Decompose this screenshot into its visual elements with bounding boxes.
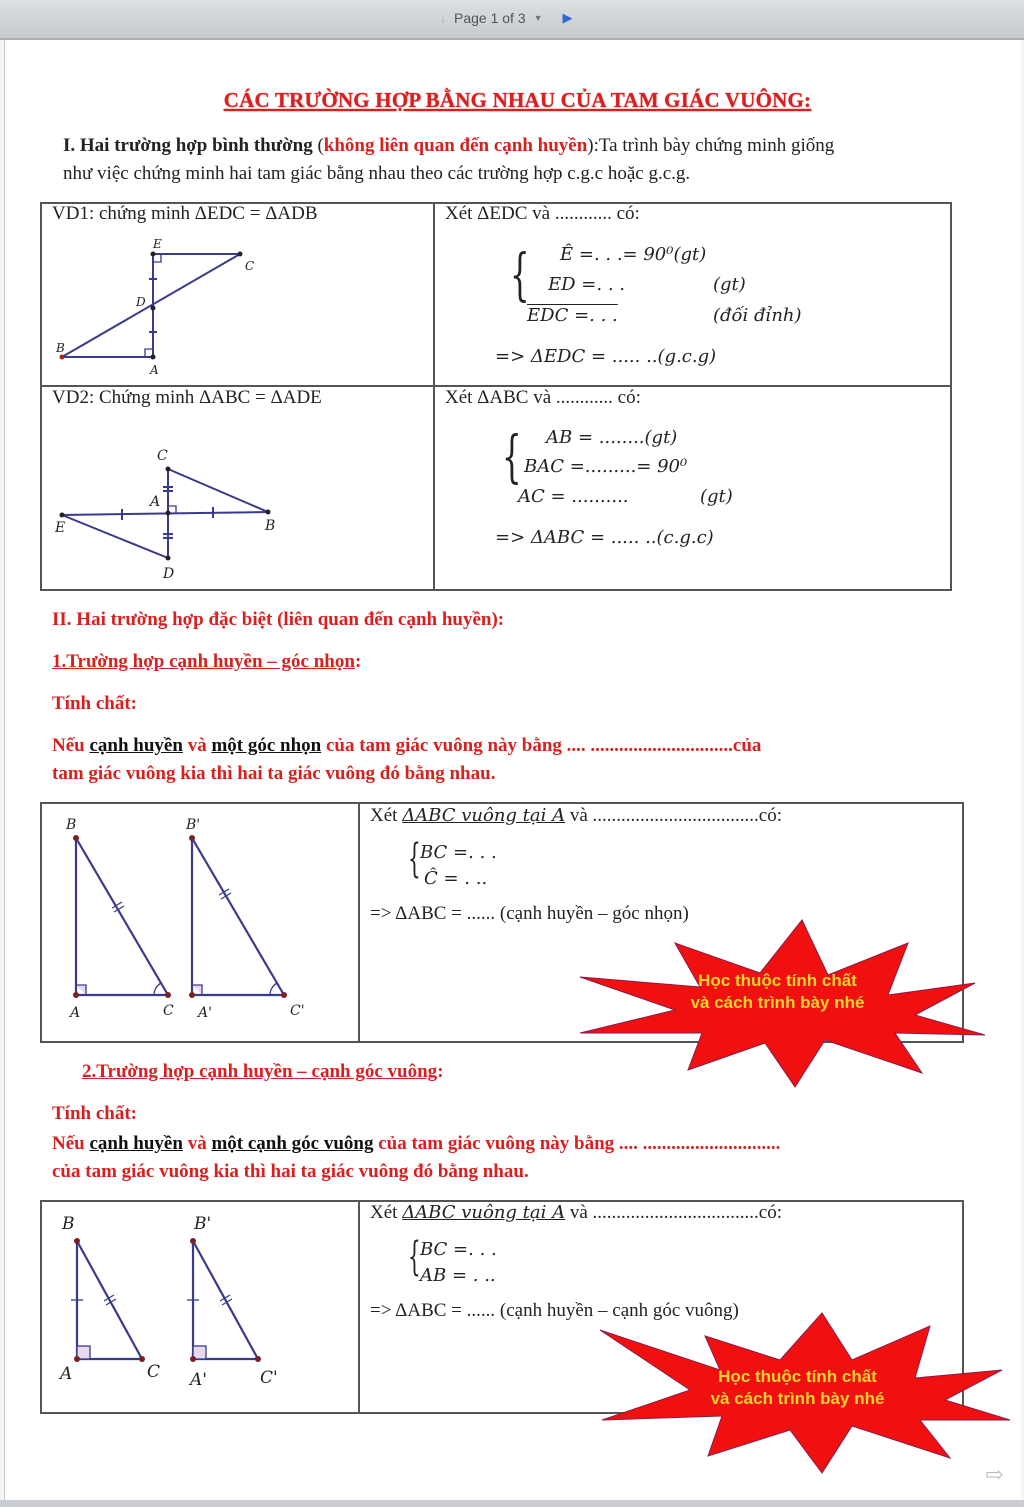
colon: : <box>354 651 362 672</box>
point-C <box>238 252 243 257</box>
vd1-proof-intro: Xét ΔEDC và ............ có: <box>445 203 640 224</box>
case2-proof-intro <box>370 1202 782 1224</box>
vd2-line3-left: AC = .......... <box>518 486 629 507</box>
underlined-term: một cạnh góc vuông <box>211 1133 374 1154</box>
label-C2: C' <box>290 1003 305 1019</box>
viewer-toolbar <box>0 0 1024 40</box>
label-B2: B' <box>186 817 201 833</box>
segment-B2C2 <box>192 838 284 995</box>
burst-line: và cách trình bày nhé <box>690 993 865 1012</box>
point-B <box>74 1238 80 1244</box>
point-A2 <box>190 1356 196 1362</box>
case2-property <box>52 1130 992 1186</box>
underlined-term: cạnh huyền <box>89 1133 183 1154</box>
paren: ( <box>312 135 324 156</box>
text: Xét <box>370 1202 403 1223</box>
segment-B2C2 <box>193 1241 258 1359</box>
section1-heading: I. Hai trường hợp bình thường <box>63 135 313 156</box>
text: của tam giác vuông này bằng .... ..............................của <box>321 735 762 756</box>
case2-line2: AB = . .. <box>420 1265 496 1286</box>
vd2-line2: BAC =.........= 90⁰ <box>524 456 688 477</box>
point-B <box>60 355 65 360</box>
underlined-term: ΔABC vuông tại A <box>402 805 566 826</box>
case1-proof-intro <box>370 805 782 827</box>
starburst-text <box>665 970 890 1014</box>
label-C: C <box>163 1003 174 1019</box>
case2-property-label: Tính chất: <box>52 1103 137 1124</box>
case2-figure <box>42 1203 356 1411</box>
vd2-conclusion: => ΔABC = ..... ..(c.g.c) <box>495 527 714 548</box>
label-A2: A' <box>198 1005 212 1021</box>
case1-property <box>52 732 982 788</box>
label-B: B <box>56 341 65 355</box>
case1-property-label: Tính chất: <box>52 693 137 714</box>
document-title: CÁC TRƯỜNG HỢP BẰNG NHAU CỦA TAM GIÁC VUÔNG: <box>223 88 812 112</box>
vd2-label: VD2: Chứng minh ΔABC = ΔADE <box>52 387 322 408</box>
case2-heading-wrap <box>82 1058 444 1086</box>
section1-intro <box>63 132 1003 188</box>
label-D: D <box>163 566 175 582</box>
label-B: B <box>62 1214 75 1234</box>
label-A2: A' <box>190 1370 207 1390</box>
segment-ED <box>62 515 168 558</box>
table-divider <box>358 802 360 1043</box>
text: tam giác vuông kia thì hai ta giác vuông đó bằng nhau. <box>52 763 496 784</box>
label-A: A <box>150 363 159 377</box>
page-indicator: Page 1 of 3 <box>454 10 526 26</box>
vd1-figure <box>40 228 300 383</box>
section1-heading-red: không liên quan đến cạnh huyền <box>323 135 588 156</box>
starburst-text <box>685 1366 910 1410</box>
segment-BC <box>77 1241 142 1359</box>
case1-figure <box>42 805 356 1040</box>
section1-text: :Ta trình bày chứng minh giống <box>593 135 835 156</box>
case1-conclusion: => ΔABC = ...... (cạnh huyền – góc nhọn) <box>370 903 689 924</box>
vd2-brace: { <box>502 425 522 490</box>
angle-C <box>154 983 161 995</box>
vd1-line3-left: EDC =. . . <box>527 305 618 326</box>
vd1-conclusion: => ΔEDC = ..... ..(g.c.g) <box>495 346 717 367</box>
case2-brace: { <box>408 1234 421 1280</box>
label-E: E <box>55 520 66 536</box>
point-A2 <box>189 992 195 998</box>
label-D: D <box>136 295 146 309</box>
vd2-figure <box>40 440 300 585</box>
point-A <box>151 355 156 360</box>
page-navigator <box>440 8 573 28</box>
vd1-brace: { <box>510 243 530 308</box>
segment-BC <box>62 254 240 357</box>
label-A: A <box>70 1005 81 1021</box>
vd1-line2-left: ED =. . . <box>548 274 625 295</box>
case2-heading: 2.Trường hợp cạnh huyền – cạnh góc vuông <box>82 1061 438 1082</box>
text: Nếu <box>52 735 90 756</box>
label-B2: B' <box>194 1214 212 1234</box>
case1-line1: BC =. . . <box>420 842 497 863</box>
point-C <box>166 467 171 472</box>
text: và ...................................có: <box>565 1202 783 1223</box>
section2-heading: II. Hai trường hợp đặc biệt (liên quan đến cạnh huyền): <box>52 609 505 630</box>
section1-text-line2: như việc chứng minh hai tam giác bằng nhau theo các trường hợp c.g.c hoặc g.c.g. <box>63 163 691 184</box>
arrow-right-icon[interactable]: ⇨ <box>985 1462 1004 1487</box>
vd2-line1: AB = ........(gt) <box>546 427 678 448</box>
label-C: C <box>245 259 255 273</box>
label-E: E <box>153 237 162 251</box>
table-divider <box>433 202 435 591</box>
chevron-down-icon[interactable]: ▼ <box>533 13 543 23</box>
text: Nếu <box>52 1133 90 1154</box>
underlined-term: ΔABC vuông tại A <box>402 1202 566 1223</box>
case2-line1: BC =. . . <box>420 1239 497 1260</box>
vd1-line3-right: (đối đỉnh) <box>713 305 802 326</box>
text: của tam giác vuông này bằng .... ............................. <box>373 1133 781 1154</box>
table-divider <box>358 1200 360 1414</box>
text: và ...................................có: <box>565 805 783 826</box>
point-D <box>166 556 171 561</box>
segment-BC <box>76 838 168 995</box>
label-B: B <box>66 817 77 833</box>
point-B2 <box>190 1238 196 1244</box>
vd1-line2-right: (gt) <box>713 274 746 295</box>
label-C: C <box>157 448 168 464</box>
vd1-label: VD1: chứng minh ΔEDC = ΔADB <box>52 203 318 224</box>
angle-C2 <box>270 983 277 995</box>
point-E <box>151 252 156 257</box>
case1-line2: Ĉ = . .. <box>424 868 488 889</box>
label-C: C <box>147 1362 161 1382</box>
label-B: B <box>265 518 276 534</box>
vd1-line1: Ê =. . .= 90⁰(gt) <box>560 244 707 265</box>
point-B <box>73 835 79 841</box>
page-up-arrow-icon[interactable]: ↓ <box>440 11 446 25</box>
point-C2 <box>281 992 287 998</box>
label-A: A <box>150 494 161 510</box>
burst-line: Học thuộc tính chất <box>718 1367 877 1386</box>
text: và <box>182 735 212 756</box>
case1-heading-wrap <box>52 648 361 676</box>
colon: : <box>437 1061 444 1082</box>
underlined-term: một góc nhọn <box>211 735 322 756</box>
viewer-bottom-bar <box>0 1500 1024 1507</box>
point-C <box>139 1356 145 1362</box>
point-E <box>60 513 65 518</box>
point-A <box>74 1356 80 1362</box>
segment-CB <box>168 469 268 512</box>
point-C2 <box>255 1356 261 1362</box>
case1-brace: { <box>408 836 421 882</box>
vd2-line3-right: (gt) <box>700 486 733 507</box>
point-A <box>73 992 79 998</box>
case1-heading: 1.Trường hợp cạnh huyền – góc nhọn <box>52 651 355 672</box>
vd2-proof-intro: Xét ΔABC và ............ có: <box>445 387 641 408</box>
text: của tam giác vuông kia thì hai ta giác vuông đó bằng nhau. <box>52 1161 529 1182</box>
text: Xét <box>370 805 403 826</box>
label-C2: C' <box>260 1368 278 1388</box>
point-B <box>266 510 271 515</box>
text: và <box>182 1133 212 1154</box>
case2-conclusion: => ΔABC = ...... (cạnh huyền – cạnh góc vuông) <box>370 1300 739 1321</box>
point-D <box>151 306 156 311</box>
point-A <box>166 511 171 516</box>
point-B2 <box>189 835 195 841</box>
label-A: A <box>60 1364 73 1384</box>
burst-line: Học thuộc tính chất <box>698 971 857 990</box>
play-next-icon[interactable]: ▶ <box>562 10 573 25</box>
underlined-term: cạnh huyền <box>89 735 183 756</box>
paren: ) <box>587 135 594 156</box>
burst-line: và cách trình bày nhé <box>710 1389 885 1408</box>
segment-EB <box>62 512 268 515</box>
point-C <box>165 992 171 998</box>
